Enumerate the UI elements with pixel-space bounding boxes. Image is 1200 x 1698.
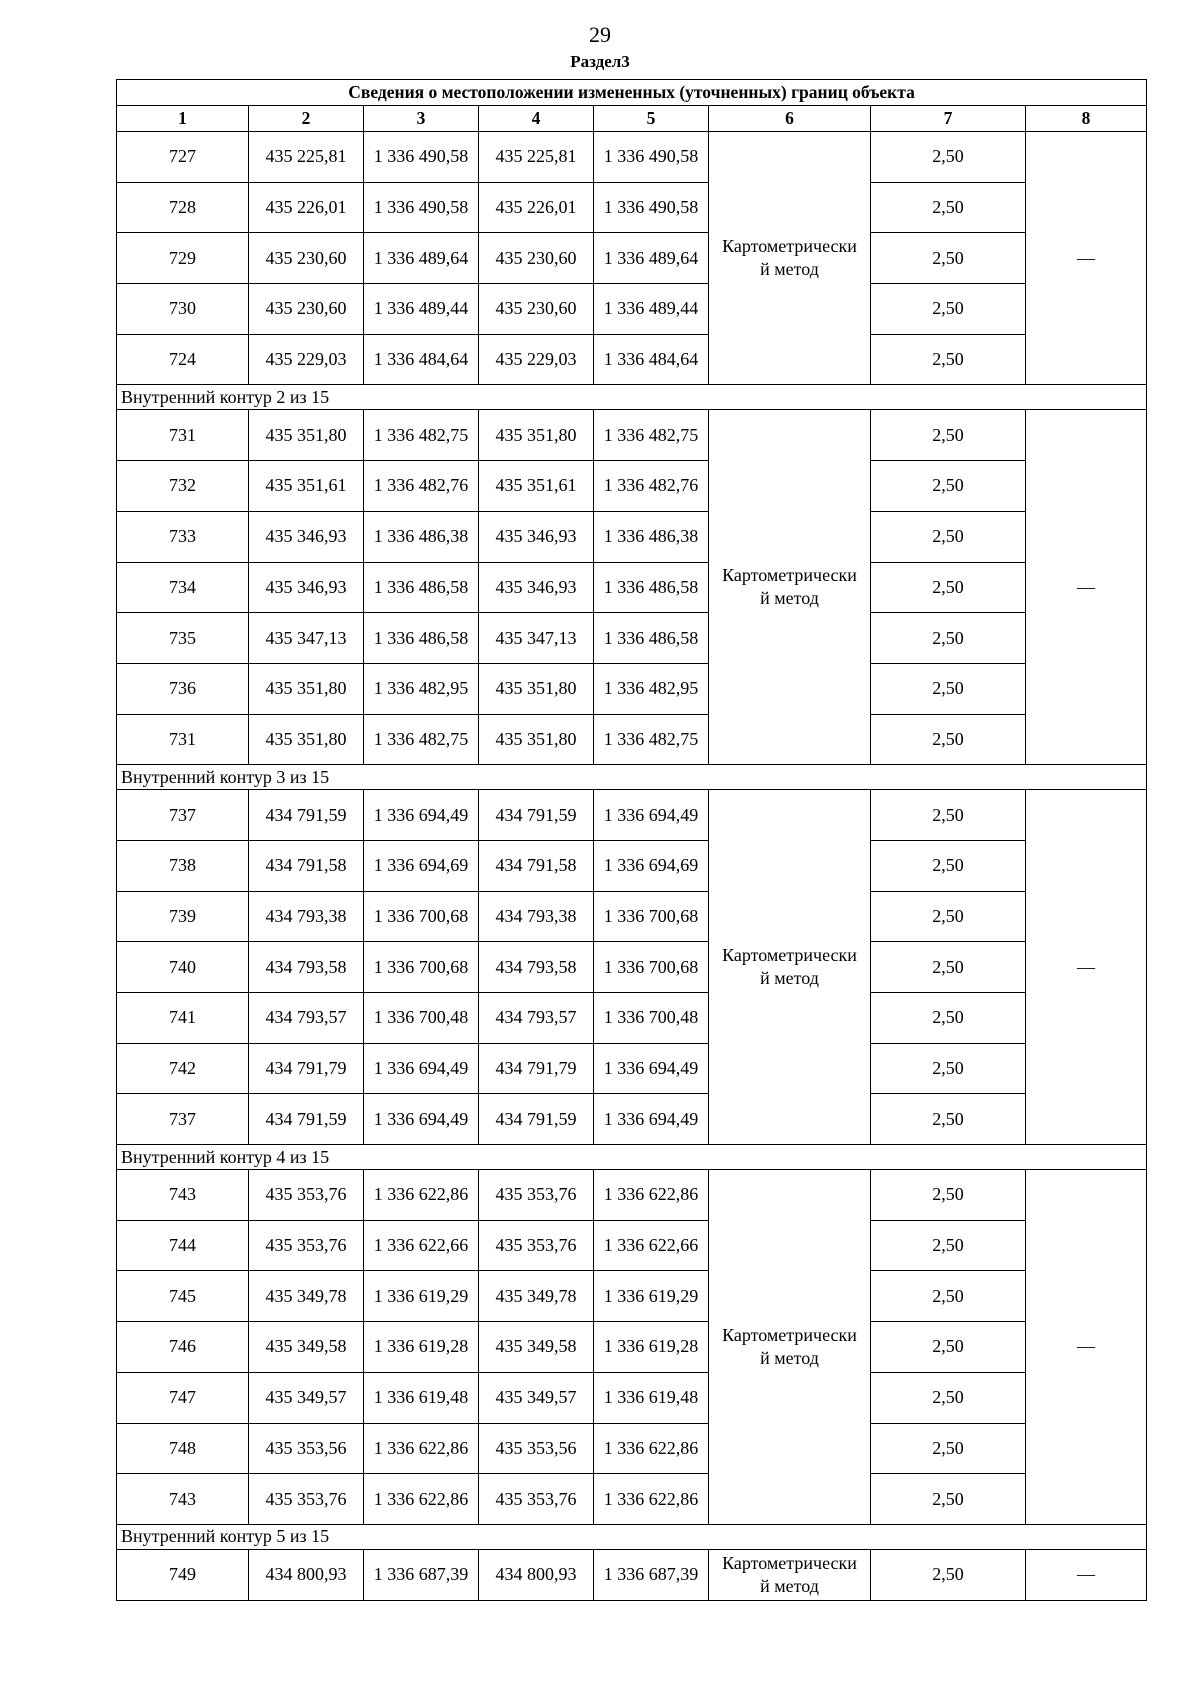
table-row — [117, 334, 1147, 385]
table-row — [117, 233, 1147, 284]
x-coordinate-cell: 435 346,93 — [479, 511, 594, 562]
column-number-1: 1 — [117, 106, 249, 132]
point-number-cell: 732 — [117, 461, 249, 512]
y-coordinate-cell: 1 336 486,38 — [364, 511, 479, 562]
x-coordinate-cell: 435 353,76 — [249, 1220, 364, 1271]
x-coordinate-cell: 435 353,76 — [479, 1220, 594, 1271]
accuracy-cell: 2,50 — [871, 562, 1026, 613]
y-coordinate-cell: 1 336 694,49 — [594, 1094, 709, 1145]
y-coordinate-cell: 1 336 482,75 — [594, 714, 709, 765]
column-number-4: 4 — [479, 106, 594, 132]
page-number: 29 — [589, 22, 611, 47]
accuracy-cell: 2,50 — [871, 1220, 1026, 1271]
x-coordinate-cell: 434 793,58 — [249, 942, 364, 993]
table-row — [117, 790, 1147, 841]
x-coordinate-cell: 435 351,80 — [479, 663, 594, 714]
x-coordinate-cell: 435 353,76 — [249, 1170, 364, 1221]
x-coordinate-cell: 435 353,76 — [249, 1474, 364, 1525]
y-coordinate-cell: 1 336 694,49 — [594, 790, 709, 841]
x-coordinate-cell: 435 226,01 — [249, 182, 364, 233]
y-coordinate-cell: 1 336 484,64 — [364, 334, 479, 385]
point-number-cell: 740 — [117, 942, 249, 993]
contour-label: Внутренний контур 3 из 15 — [117, 765, 1147, 790]
x-coordinate-cell: 434 791,79 — [479, 1043, 594, 1094]
x-coordinate-cell: 434 791,59 — [479, 1094, 594, 1145]
table-row — [117, 1322, 1147, 1373]
x-coordinate-cell: 435 353,76 — [479, 1170, 594, 1221]
y-coordinate-cell: 1 336 489,64 — [594, 233, 709, 284]
x-coordinate-cell: 435 225,81 — [479, 132, 594, 183]
point-number-cell: 731 — [117, 714, 249, 765]
point-number-cell: 741 — [117, 993, 249, 1044]
y-coordinate-cell: 1 336 482,95 — [364, 663, 479, 714]
accuracy-cell: 2,50 — [871, 182, 1026, 233]
accuracy-cell: 2,50 — [871, 1549, 1026, 1600]
y-coordinate-cell: 1 336 486,38 — [594, 511, 709, 562]
y-coordinate-cell: 1 336 687,39 — [364, 1549, 479, 1600]
accuracy-cell: 2,50 — [871, 663, 1026, 714]
column-number-7: 7 — [871, 106, 1026, 132]
x-coordinate-cell: 434 791,59 — [249, 1094, 364, 1145]
point-number-cell: 733 — [117, 511, 249, 562]
accuracy-cell: 2,50 — [871, 840, 1026, 891]
point-number-cell: 736 — [117, 663, 249, 714]
y-coordinate-cell: 1 336 482,75 — [364, 410, 479, 461]
method-cell: Картометрически й метод — [709, 410, 871, 765]
column-number-3: 3 — [364, 106, 479, 132]
x-coordinate-cell: 435 230,60 — [249, 233, 364, 284]
x-coordinate-cell: 435 351,80 — [479, 714, 594, 765]
y-coordinate-cell: 1 336 619,48 — [594, 1372, 709, 1423]
y-coordinate-cell: 1 336 490,58 — [594, 132, 709, 183]
y-coordinate-cell: 1 336 694,49 — [594, 1043, 709, 1094]
y-coordinate-cell: 1 336 482,75 — [364, 714, 479, 765]
x-coordinate-cell: 435 351,80 — [479, 410, 594, 461]
accuracy-cell: 2,50 — [871, 1322, 1026, 1373]
y-coordinate-cell: 1 336 486,58 — [594, 562, 709, 613]
table-row — [117, 891, 1147, 942]
x-coordinate-cell: 435 353,76 — [479, 1474, 594, 1525]
x-coordinate-cell: 434 800,93 — [479, 1549, 594, 1600]
point-number-cell: 748 — [117, 1423, 249, 1474]
contour-label: Внутренний контур 5 из 15 — [117, 1524, 1147, 1549]
description-cell: — — [1026, 1170, 1147, 1525]
x-coordinate-cell: 434 791,58 — [479, 840, 594, 891]
x-coordinate-cell: 435 230,60 — [249, 284, 364, 335]
y-coordinate-cell: 1 336 622,86 — [364, 1170, 479, 1221]
point-number-cell: 746 — [117, 1322, 249, 1373]
x-coordinate-cell: 435 349,58 — [249, 1322, 364, 1373]
description-cell: — — [1026, 1549, 1147, 1600]
y-coordinate-cell: 1 336 482,95 — [594, 663, 709, 714]
table-row — [117, 410, 1147, 461]
accuracy-cell: 2,50 — [871, 132, 1026, 183]
y-coordinate-cell: 1 336 489,44 — [594, 284, 709, 335]
x-coordinate-cell: 435 346,93 — [249, 511, 364, 562]
description-cell: — — [1026, 410, 1147, 765]
x-coordinate-cell: 435 351,80 — [249, 714, 364, 765]
x-coordinate-cell: 434 793,38 — [479, 891, 594, 942]
y-coordinate-cell: 1 336 694,49 — [364, 1094, 479, 1145]
x-coordinate-cell: 434 793,57 — [249, 993, 364, 1044]
point-number-cell: 744 — [117, 1220, 249, 1271]
x-coordinate-cell: 435 349,78 — [479, 1271, 594, 1322]
accuracy-cell: 2,50 — [871, 714, 1026, 765]
table-row — [117, 461, 1147, 512]
point-number-cell: 742 — [117, 1043, 249, 1094]
method-cell: Картометрически й метод — [709, 132, 871, 385]
y-coordinate-cell: 1 336 622,86 — [594, 1170, 709, 1221]
column-number-2: 2 — [249, 106, 364, 132]
x-coordinate-cell: 435 347,13 — [249, 613, 364, 664]
y-coordinate-cell: 1 336 490,58 — [594, 182, 709, 233]
x-coordinate-cell: 435 351,61 — [249, 461, 364, 512]
accuracy-cell: 2,50 — [871, 993, 1026, 1044]
y-coordinate-cell: 1 336 486,58 — [364, 562, 479, 613]
contour-header-row — [117, 1524, 1147, 1549]
table-row — [117, 840, 1147, 891]
y-coordinate-cell: 1 336 619,28 — [594, 1322, 709, 1373]
table-row — [117, 942, 1147, 993]
description-cell: — — [1026, 132, 1147, 385]
point-number-cell: 734 — [117, 562, 249, 613]
x-coordinate-cell: 434 791,58 — [249, 840, 364, 891]
point-number-cell: 738 — [117, 840, 249, 891]
x-coordinate-cell: 435 225,81 — [249, 132, 364, 183]
table-row — [117, 1043, 1147, 1094]
accuracy-cell: 2,50 — [871, 511, 1026, 562]
x-coordinate-cell: 435 226,01 — [479, 182, 594, 233]
table-row — [117, 663, 1147, 714]
method-cell: Картометрически й метод — [709, 1170, 871, 1525]
y-coordinate-cell: 1 336 622,86 — [364, 1474, 479, 1525]
x-coordinate-cell: 435 229,03 — [479, 334, 594, 385]
x-coordinate-cell: 434 793,58 — [479, 942, 594, 993]
y-coordinate-cell: 1 336 490,58 — [364, 132, 479, 183]
accuracy-cell: 2,50 — [871, 1094, 1026, 1145]
x-coordinate-cell: 434 793,57 — [479, 993, 594, 1044]
table-row — [117, 182, 1147, 233]
contour-header-row — [117, 385, 1147, 410]
y-coordinate-cell: 1 336 622,86 — [594, 1474, 709, 1525]
method-cell: Картометрически й метод — [709, 790, 871, 1145]
x-coordinate-cell: 434 800,93 — [249, 1549, 364, 1600]
table-row — [117, 1474, 1147, 1525]
y-coordinate-cell: 1 336 490,58 — [364, 182, 479, 233]
x-coordinate-cell: 435 346,93 — [249, 562, 364, 613]
x-coordinate-cell: 435 349,57 — [249, 1372, 364, 1423]
point-number-cell: 724 — [117, 334, 249, 385]
x-coordinate-cell: 435 353,56 — [479, 1423, 594, 1474]
accuracy-cell: 2,50 — [871, 613, 1026, 664]
section-title: Раздел3 — [570, 52, 630, 71]
accuracy-cell: 2,50 — [871, 233, 1026, 284]
y-coordinate-cell: 1 336 486,58 — [594, 613, 709, 664]
x-coordinate-cell: 434 791,79 — [249, 1043, 364, 1094]
accuracy-cell: 2,50 — [871, 1474, 1026, 1525]
column-number-5: 5 — [594, 106, 709, 132]
table-row — [117, 284, 1147, 335]
y-coordinate-cell: 1 336 484,64 — [594, 334, 709, 385]
point-number-cell: 749 — [117, 1549, 249, 1600]
point-number-cell: 735 — [117, 613, 249, 664]
y-coordinate-cell: 1 336 619,28 — [364, 1322, 479, 1373]
point-number-cell: 747 — [117, 1372, 249, 1423]
table-row — [117, 1170, 1147, 1221]
table-row — [117, 993, 1147, 1044]
x-coordinate-cell: 435 346,93 — [479, 562, 594, 613]
x-coordinate-cell: 435 230,60 — [479, 284, 594, 335]
point-number-cell: 731 — [117, 410, 249, 461]
table-row — [117, 1271, 1147, 1322]
x-coordinate-cell: 435 347,13 — [479, 613, 594, 664]
accuracy-cell: 2,50 — [871, 334, 1026, 385]
y-coordinate-cell: 1 336 700,68 — [364, 891, 479, 942]
y-coordinate-cell: 1 336 489,44 — [364, 284, 479, 335]
y-coordinate-cell: 1 336 687,39 — [594, 1549, 709, 1600]
x-coordinate-cell: 435 349,58 — [479, 1322, 594, 1373]
point-number-cell: 739 — [117, 891, 249, 942]
point-number-cell: 729 — [117, 233, 249, 284]
y-coordinate-cell: 1 336 489,64 — [364, 233, 479, 284]
accuracy-cell: 2,50 — [871, 891, 1026, 942]
x-coordinate-cell: 434 793,38 — [249, 891, 364, 942]
x-coordinate-cell: 435 230,60 — [479, 233, 594, 284]
table-caption: Сведения о местоположении измененных (уточненных) границ объекта — [117, 80, 1147, 106]
y-coordinate-cell: 1 336 482,76 — [364, 461, 479, 512]
point-number-cell: 745 — [117, 1271, 249, 1322]
accuracy-cell: 2,50 — [871, 790, 1026, 841]
y-coordinate-cell: 1 336 622,66 — [594, 1220, 709, 1271]
y-coordinate-cell: 1 336 700,68 — [364, 942, 479, 993]
point-number-cell: 730 — [117, 284, 249, 335]
point-number-cell: 737 — [117, 790, 249, 841]
y-coordinate-cell: 1 336 694,69 — [364, 840, 479, 891]
y-coordinate-cell: 1 336 622,86 — [364, 1423, 479, 1474]
y-coordinate-cell: 1 336 694,69 — [594, 840, 709, 891]
y-coordinate-cell: 1 336 694,49 — [364, 1043, 479, 1094]
column-numbers-row — [117, 106, 1147, 132]
y-coordinate-cell: 1 336 700,48 — [594, 993, 709, 1044]
table-row — [117, 1423, 1147, 1474]
table-row — [117, 562, 1147, 613]
y-coordinate-cell: 1 336 486,58 — [364, 613, 479, 664]
y-coordinate-cell: 1 336 700,48 — [364, 993, 479, 1044]
accuracy-cell: 2,50 — [871, 942, 1026, 993]
x-coordinate-cell: 435 349,57 — [479, 1372, 594, 1423]
table-row — [117, 1549, 1147, 1600]
accuracy-cell: 2,50 — [871, 1043, 1026, 1094]
accuracy-cell: 2,50 — [871, 1372, 1026, 1423]
accuracy-cell: 2,50 — [871, 1423, 1026, 1474]
x-coordinate-cell: 435 351,61 — [479, 461, 594, 512]
accuracy-cell: 2,50 — [871, 1271, 1026, 1322]
contour-header-row — [117, 1145, 1147, 1170]
accuracy-cell: 2,50 — [871, 1170, 1026, 1221]
y-coordinate-cell: 1 336 619,29 — [364, 1271, 479, 1322]
x-coordinate-cell: 435 353,56 — [249, 1423, 364, 1474]
table-row — [117, 1372, 1147, 1423]
table-row — [117, 1094, 1147, 1145]
contour-label: Внутренний контур 4 из 15 — [117, 1145, 1147, 1170]
x-coordinate-cell: 435 351,80 — [249, 663, 364, 714]
y-coordinate-cell: 1 336 622,86 — [594, 1423, 709, 1474]
y-coordinate-cell: 1 336 482,76 — [594, 461, 709, 512]
table-body — [117, 80, 1147, 1601]
method-cell: Картометрически й метод — [709, 1549, 871, 1600]
y-coordinate-cell: 1 336 694,49 — [364, 790, 479, 841]
point-number-cell: 743 — [117, 1474, 249, 1525]
y-coordinate-cell: 1 336 700,68 — [594, 942, 709, 993]
column-number-8: 8 — [1026, 106, 1147, 132]
column-number-6: 6 — [709, 106, 871, 132]
table-row — [117, 511, 1147, 562]
y-coordinate-cell: 1 336 482,75 — [594, 410, 709, 461]
table-row — [117, 714, 1147, 765]
accuracy-cell: 2,50 — [871, 461, 1026, 512]
accuracy-cell: 2,50 — [871, 410, 1026, 461]
table-row — [117, 1220, 1147, 1271]
table-row — [117, 132, 1147, 183]
x-coordinate-cell: 434 791,59 — [249, 790, 364, 841]
y-coordinate-cell: 1 336 619,48 — [364, 1372, 479, 1423]
accuracy-cell: 2,50 — [871, 284, 1026, 335]
x-coordinate-cell: 435 349,78 — [249, 1271, 364, 1322]
point-number-cell: 728 — [117, 182, 249, 233]
x-coordinate-cell: 434 791,59 — [479, 790, 594, 841]
y-coordinate-cell: 1 336 619,29 — [594, 1271, 709, 1322]
y-coordinate-cell: 1 336 700,68 — [594, 891, 709, 942]
point-number-cell: 737 — [117, 1094, 249, 1145]
point-number-cell: 727 — [117, 132, 249, 183]
contour-header-row — [117, 765, 1147, 790]
point-number-cell: 743 — [117, 1170, 249, 1221]
y-coordinate-cell: 1 336 622,66 — [364, 1220, 479, 1271]
description-cell: — — [1026, 790, 1147, 1145]
table-row — [117, 613, 1147, 664]
contour-label: Внутренний контур 2 из 15 — [117, 385, 1147, 410]
x-coordinate-cell: 435 229,03 — [249, 334, 364, 385]
x-coordinate-cell: 435 351,80 — [249, 410, 364, 461]
boundary-coordinates-table — [116, 79, 1147, 1601]
